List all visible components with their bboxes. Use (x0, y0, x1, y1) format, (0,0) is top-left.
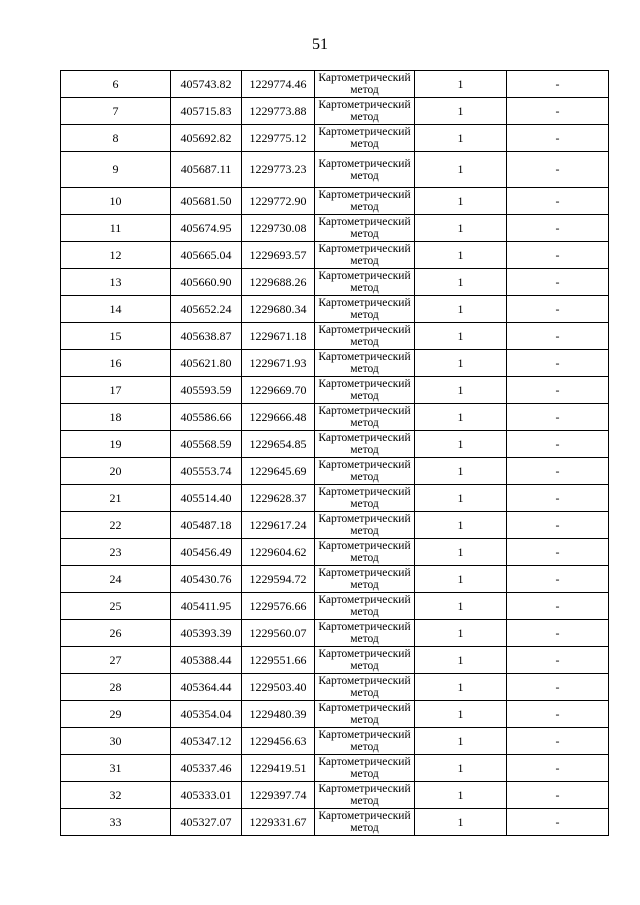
accuracy-cell: 1 (415, 809, 507, 836)
point-number-cell: 16 (61, 350, 171, 377)
description-cell: - (507, 350, 609, 377)
x-coordinate-cell: 405687.11 (171, 152, 242, 188)
accuracy-cell: 1 (415, 755, 507, 782)
method-cell: Картометрический метод (315, 647, 415, 674)
y-coordinate-cell: 1229456.63 (242, 728, 315, 755)
table-row (61, 512, 609, 539)
accuracy-cell: 1 (415, 701, 507, 728)
accuracy-cell: 1 (415, 323, 507, 350)
point-number-cell: 29 (61, 701, 171, 728)
description-cell: - (507, 242, 609, 269)
table-row (61, 152, 609, 188)
table-row (61, 539, 609, 566)
accuracy-cell: 1 (415, 269, 507, 296)
x-coordinate-cell: 405514.40 (171, 485, 242, 512)
accuracy-cell: 1 (415, 728, 507, 755)
y-coordinate-cell: 1229628.37 (242, 485, 315, 512)
method-cell: Картометрический метод (315, 458, 415, 485)
y-coordinate-cell: 1229774.46 (242, 71, 315, 98)
description-cell: - (507, 431, 609, 458)
accuracy-cell: 1 (415, 782, 507, 809)
y-coordinate-cell: 1229666.48 (242, 404, 315, 431)
point-number-cell: 21 (61, 485, 171, 512)
point-number-cell: 25 (61, 593, 171, 620)
accuracy-cell: 1 (415, 620, 507, 647)
x-coordinate-cell: 405354.04 (171, 701, 242, 728)
accuracy-cell: 1 (415, 98, 507, 125)
description-cell: - (507, 674, 609, 701)
accuracy-cell: 1 (415, 404, 507, 431)
description-cell: - (507, 98, 609, 125)
table-row (61, 215, 609, 242)
table-row (61, 350, 609, 377)
x-coordinate-cell: 405393.39 (171, 620, 242, 647)
accuracy-cell: 1 (415, 674, 507, 701)
description-cell: - (507, 593, 609, 620)
method-cell: Картометрический метод (315, 701, 415, 728)
point-number-cell: 27 (61, 647, 171, 674)
x-coordinate-cell: 405347.12 (171, 728, 242, 755)
method-cell: Картометрический метод (315, 512, 415, 539)
table-row (61, 782, 609, 809)
table-row (61, 296, 609, 323)
description-cell: - (507, 296, 609, 323)
y-coordinate-cell: 1229576.66 (242, 593, 315, 620)
y-coordinate-cell: 1229594.72 (242, 566, 315, 593)
y-coordinate-cell: 1229645.69 (242, 458, 315, 485)
description-cell: - (507, 485, 609, 512)
accuracy-cell: 1 (415, 377, 507, 404)
y-coordinate-cell: 1229730.08 (242, 215, 315, 242)
description-cell: - (507, 809, 609, 836)
method-cell: Картометрический метод (315, 269, 415, 296)
x-coordinate-cell: 405333.01 (171, 782, 242, 809)
description-cell: - (507, 728, 609, 755)
y-coordinate-cell: 1229480.39 (242, 701, 315, 728)
y-coordinate-cell: 1229331.67 (242, 809, 315, 836)
point-number-cell: 18 (61, 404, 171, 431)
x-coordinate-cell: 405715.83 (171, 98, 242, 125)
point-number-cell: 30 (61, 728, 171, 755)
x-coordinate-cell: 405487.18 (171, 512, 242, 539)
description-cell: - (507, 701, 609, 728)
description-cell: - (507, 512, 609, 539)
coordinates-table-body (61, 71, 609, 836)
table-row (61, 431, 609, 458)
point-number-cell: 26 (61, 620, 171, 647)
y-coordinate-cell: 1229773.88 (242, 98, 315, 125)
accuracy-cell: 1 (415, 296, 507, 323)
method-cell: Картометрический метод (315, 620, 415, 647)
method-cell: Картометрический метод (315, 674, 415, 701)
x-coordinate-cell: 405674.95 (171, 215, 242, 242)
table-row (61, 458, 609, 485)
coordinates-table (60, 70, 609, 836)
description-cell: - (507, 404, 609, 431)
accuracy-cell: 1 (415, 566, 507, 593)
accuracy-cell: 1 (415, 593, 507, 620)
table-row (61, 566, 609, 593)
x-coordinate-cell: 405388.44 (171, 647, 242, 674)
table-row (61, 377, 609, 404)
point-number-cell: 12 (61, 242, 171, 269)
description-cell: - (507, 71, 609, 98)
description-cell: - (507, 188, 609, 215)
description-cell: - (507, 377, 609, 404)
point-number-cell: 7 (61, 98, 171, 125)
y-coordinate-cell: 1229671.18 (242, 323, 315, 350)
table-row (61, 269, 609, 296)
description-cell: - (507, 647, 609, 674)
method-cell: Картометрический метод (315, 242, 415, 269)
method-cell: Картометрический метод (315, 323, 415, 350)
table-row (61, 809, 609, 836)
page-number: 51 (312, 36, 328, 53)
y-coordinate-cell: 1229654.85 (242, 431, 315, 458)
point-number-cell: 23 (61, 539, 171, 566)
x-coordinate-cell: 405638.87 (171, 323, 242, 350)
y-coordinate-cell: 1229680.34 (242, 296, 315, 323)
y-coordinate-cell: 1229604.62 (242, 539, 315, 566)
description-cell: - (507, 152, 609, 188)
point-number-cell: 24 (61, 566, 171, 593)
x-coordinate-cell: 405337.46 (171, 755, 242, 782)
x-coordinate-cell: 405430.76 (171, 566, 242, 593)
accuracy-cell: 1 (415, 512, 507, 539)
method-cell: Картометрический метод (315, 98, 415, 125)
x-coordinate-cell: 405456.49 (171, 539, 242, 566)
description-cell: - (507, 269, 609, 296)
y-coordinate-cell: 1229551.66 (242, 647, 315, 674)
method-cell: Картометрический метод (315, 215, 415, 242)
method-cell: Картометрический метод (315, 377, 415, 404)
table-row (61, 323, 609, 350)
table-row (61, 728, 609, 755)
point-number-cell: 28 (61, 674, 171, 701)
description-cell: - (507, 458, 609, 485)
point-number-cell: 17 (61, 377, 171, 404)
table-row (61, 701, 609, 728)
method-cell: Картометрический метод (315, 71, 415, 98)
y-coordinate-cell: 1229669.70 (242, 377, 315, 404)
point-number-cell: 31 (61, 755, 171, 782)
description-cell: - (507, 215, 609, 242)
x-coordinate-cell: 405327.07 (171, 809, 242, 836)
point-number-cell: 8 (61, 125, 171, 152)
description-cell: - (507, 323, 609, 350)
y-coordinate-cell: 1229419.51 (242, 755, 315, 782)
accuracy-cell: 1 (415, 152, 507, 188)
table-row (61, 755, 609, 782)
method-cell: Картометрический метод (315, 350, 415, 377)
table-row (61, 485, 609, 512)
point-number-cell: 6 (61, 71, 171, 98)
table-row (61, 593, 609, 620)
method-cell: Картометрический метод (315, 593, 415, 620)
table-row (61, 98, 609, 125)
y-coordinate-cell: 1229617.24 (242, 512, 315, 539)
x-coordinate-cell: 405743.82 (171, 71, 242, 98)
point-number-cell: 15 (61, 323, 171, 350)
description-cell: - (507, 125, 609, 152)
description-cell: - (507, 755, 609, 782)
accuracy-cell: 1 (415, 350, 507, 377)
table-row (61, 674, 609, 701)
y-coordinate-cell: 1229772.90 (242, 188, 315, 215)
y-coordinate-cell: 1229773.23 (242, 152, 315, 188)
y-coordinate-cell: 1229688.26 (242, 269, 315, 296)
point-number-cell: 33 (61, 809, 171, 836)
point-number-cell: 13 (61, 269, 171, 296)
x-coordinate-cell: 405660.90 (171, 269, 242, 296)
description-cell: - (507, 782, 609, 809)
method-cell: Картометрический метод (315, 188, 415, 215)
accuracy-cell: 1 (415, 215, 507, 242)
point-number-cell: 9 (61, 152, 171, 188)
y-coordinate-cell: 1229671.93 (242, 350, 315, 377)
table-row (61, 125, 609, 152)
x-coordinate-cell: 405692.82 (171, 125, 242, 152)
accuracy-cell: 1 (415, 539, 507, 566)
method-cell: Картометрический метод (315, 728, 415, 755)
method-cell: Картометрический метод (315, 566, 415, 593)
y-coordinate-cell: 1229560.07 (242, 620, 315, 647)
method-cell: Картометрический метод (315, 782, 415, 809)
x-coordinate-cell: 405652.24 (171, 296, 242, 323)
accuracy-cell: 1 (415, 188, 507, 215)
description-cell: - (507, 566, 609, 593)
point-number-cell: 22 (61, 512, 171, 539)
accuracy-cell: 1 (415, 485, 507, 512)
point-number-cell: 11 (61, 215, 171, 242)
point-number-cell: 19 (61, 431, 171, 458)
table-row (61, 620, 609, 647)
accuracy-cell: 1 (415, 125, 507, 152)
x-coordinate-cell: 405568.59 (171, 431, 242, 458)
accuracy-cell: 1 (415, 242, 507, 269)
method-cell: Картометрический метод (315, 152, 415, 188)
x-coordinate-cell: 405364.44 (171, 674, 242, 701)
method-cell: Картометрический метод (315, 485, 415, 512)
accuracy-cell: 1 (415, 71, 507, 98)
accuracy-cell: 1 (415, 431, 507, 458)
point-number-cell: 20 (61, 458, 171, 485)
y-coordinate-cell: 1229503.40 (242, 674, 315, 701)
table-row (61, 647, 609, 674)
y-coordinate-cell: 1229775.12 (242, 125, 315, 152)
method-cell: Картометрический метод (315, 809, 415, 836)
method-cell: Картометрический метод (315, 125, 415, 152)
x-coordinate-cell: 405553.74 (171, 458, 242, 485)
method-cell: Картометрический метод (315, 404, 415, 431)
x-coordinate-cell: 405586.66 (171, 404, 242, 431)
x-coordinate-cell: 405621.80 (171, 350, 242, 377)
x-coordinate-cell: 405681.50 (171, 188, 242, 215)
point-number-cell: 14 (61, 296, 171, 323)
table-row (61, 71, 609, 98)
method-cell: Картометрический метод (315, 755, 415, 782)
point-number-cell: 10 (61, 188, 171, 215)
point-number-cell: 32 (61, 782, 171, 809)
x-coordinate-cell: 405593.59 (171, 377, 242, 404)
method-cell: Картометрический метод (315, 431, 415, 458)
y-coordinate-cell: 1229693.57 (242, 242, 315, 269)
method-cell: Картометрический метод (315, 539, 415, 566)
accuracy-cell: 1 (415, 458, 507, 485)
accuracy-cell: 1 (415, 647, 507, 674)
description-cell: - (507, 620, 609, 647)
x-coordinate-cell: 405411.95 (171, 593, 242, 620)
table-row (61, 242, 609, 269)
x-coordinate-cell: 405665.04 (171, 242, 242, 269)
description-cell: - (507, 539, 609, 566)
method-cell: Картометрический метод (315, 296, 415, 323)
table-row (61, 188, 609, 215)
y-coordinate-cell: 1229397.74 (242, 782, 315, 809)
table-row (61, 404, 609, 431)
